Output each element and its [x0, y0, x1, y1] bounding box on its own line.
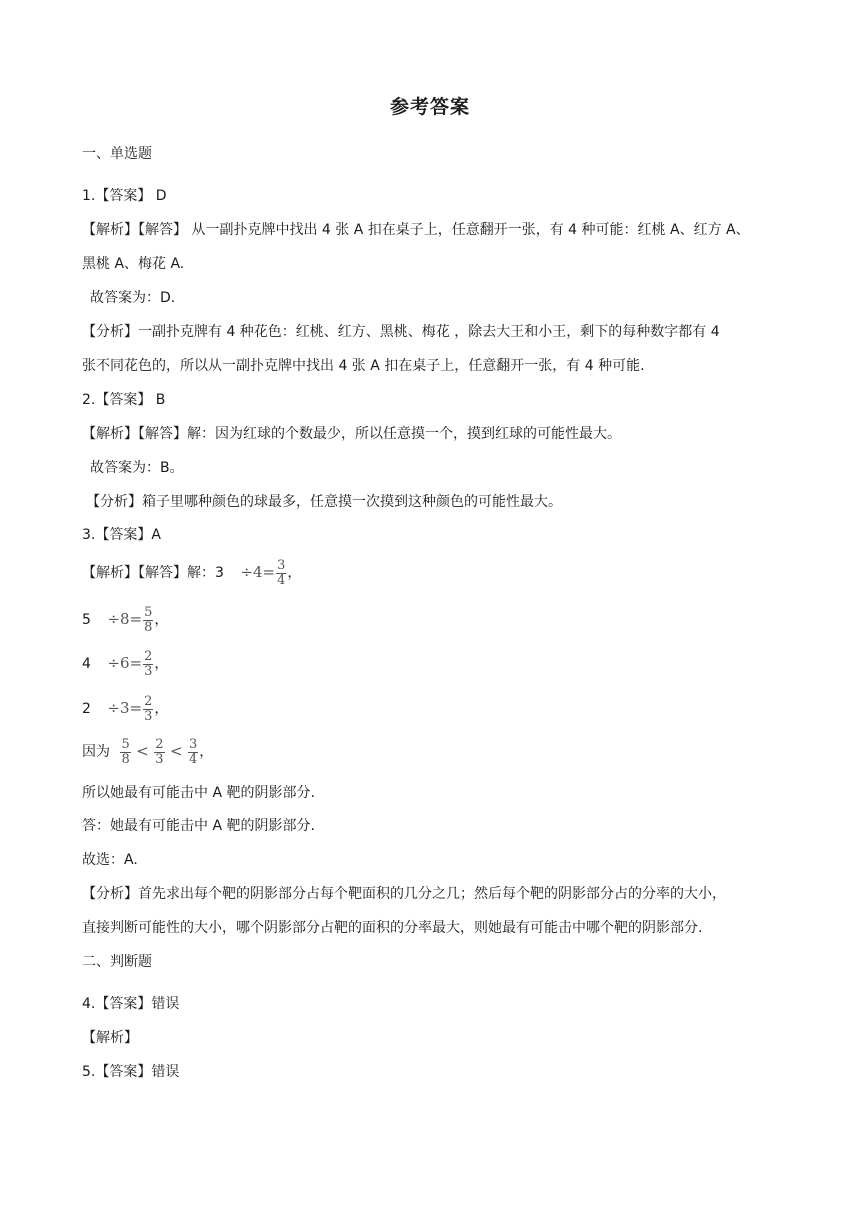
q2-reasoning: 【分析】箱子里哪种颜色的球最多，任意摸一次摸到这种颜色的可能性最大。	[86, 494, 562, 510]
denominator: 8	[144, 619, 153, 635]
q1-conclusion: 故答案为：D.	[90, 290, 176, 306]
dividend: 5	[82, 612, 91, 628]
q2-conclusion: 故答案为：B。	[90, 460, 184, 476]
q3-equation-4	[82, 692, 168, 725]
less-than-sign: <	[169, 742, 183, 760]
q2-analysis: 【解析】【解答】解：因为红球的个数最少，所以任意摸一个，摸到红球的可能性最大。	[82, 426, 621, 442]
q1-answer: 1.【答案】 D	[82, 188, 167, 204]
denominator: 4	[188, 751, 198, 767]
q3-equation-2	[82, 603, 168, 636]
q1-analysis-line1: 【解析】【解答】 从一副扑克牌中找出 4 张 A 扣在桌子上，任意翻开一张，有 4 种可能：红桃 A、红方 A、	[82, 222, 750, 238]
fraction	[143, 695, 153, 724]
section-heading-true-false: 二、判断题	[82, 954, 152, 970]
fraction-two-thirds	[154, 738, 164, 767]
section-heading-single-choice: 一、单选题	[82, 146, 152, 162]
q3-reasoning-line1: 【分析】首先求出每个靶的阴影部分占每个靶面积的几分之几；然后每个靶的阴影部分占的分率的大小，	[82, 886, 726, 902]
numerator: 2	[144, 648, 153, 664]
q3-comparison	[82, 734, 213, 769]
equals-sign: =	[129, 699, 143, 717]
divisor: 6	[119, 654, 130, 672]
comma: ，	[199, 744, 214, 760]
less-than-sign: <	[136, 742, 149, 760]
q3-reasoning-line2: 直接判断可能性的大小，哪个阴影部分占靶的面积的分率最大，则她最有可能击中哪个靶的阴影部分.	[82, 920, 703, 936]
divide-sign: ÷	[240, 563, 253, 581]
denominator: 3	[144, 663, 153, 679]
q3-equation-3	[82, 647, 168, 680]
divisor: 8	[119, 610, 130, 628]
divisor: 4	[252, 563, 263, 581]
q3-reply: 答：她最有可能击中 A 靶的阴影部分.	[82, 818, 315, 834]
equals-sign: =	[129, 654, 143, 672]
q3-equation-1	[82, 556, 301, 589]
divide-sign: ÷	[107, 610, 120, 628]
denominator: 3	[144, 708, 153, 724]
q1-analysis-line2: 黑桃 A、梅花 A.	[82, 256, 185, 272]
numerator: 3	[188, 736, 198, 752]
comma: ，	[154, 701, 169, 717]
fraction-five-eighths	[120, 738, 130, 767]
q3-choose: 故选：A.	[82, 852, 138, 868]
q3-analysis-prefix: 【解析】【解答】解：3	[82, 565, 224, 581]
equals-sign: =	[129, 610, 143, 628]
q4-answer: 4.【答案】错误	[82, 996, 180, 1012]
q2-answer: 2.【答案】 B	[82, 392, 166, 408]
divide-sign: ÷	[107, 699, 120, 717]
fraction	[143, 650, 153, 679]
divisor: 3	[119, 699, 130, 717]
denominator: 4	[277, 572, 286, 588]
denominator: 3	[155, 751, 164, 767]
fraction	[276, 559, 286, 588]
q3-so: 所以她最有可能击中 A 靶的阴影部分.	[82, 785, 315, 801]
comma: ，	[154, 612, 169, 628]
dividend: 2	[82, 701, 91, 717]
page-title: 参考答案	[389, 96, 470, 118]
equals-sign: =	[262, 563, 276, 581]
because-label: 因为	[82, 744, 110, 760]
numerator: 3	[277, 557, 286, 573]
denominator: 8	[121, 751, 130, 767]
numerator: 5	[121, 736, 130, 752]
numerator: 5	[144, 604, 153, 620]
comma: ，	[154, 656, 169, 672]
numerator: 2	[144, 693, 153, 709]
comma: ，	[287, 565, 302, 581]
dividend: 4	[82, 656, 91, 672]
numerator: 2	[155, 736, 164, 752]
q5-answer: 5.【答案】错误	[82, 1064, 180, 1080]
q3-answer: 3.【答案】A	[82, 527, 161, 543]
q4-analysis: 【解析】	[82, 1030, 138, 1046]
fraction	[143, 606, 153, 635]
q1-reasoning-line1: 【分析】一副扑克牌有 4 种花色：红桃、红方、黑桃、梅花 ，除去大王和小王，剩下的每种数字都有 4	[82, 324, 720, 340]
q1-reasoning-line2: 张不同花色的，所以从一副扑克牌中找出 4 张 A 扣在桌子上，任意翻开一张，有 4 种可能.	[82, 358, 645, 374]
fraction-three-quarters	[188, 738, 198, 767]
divide-sign: ÷	[107, 654, 120, 672]
